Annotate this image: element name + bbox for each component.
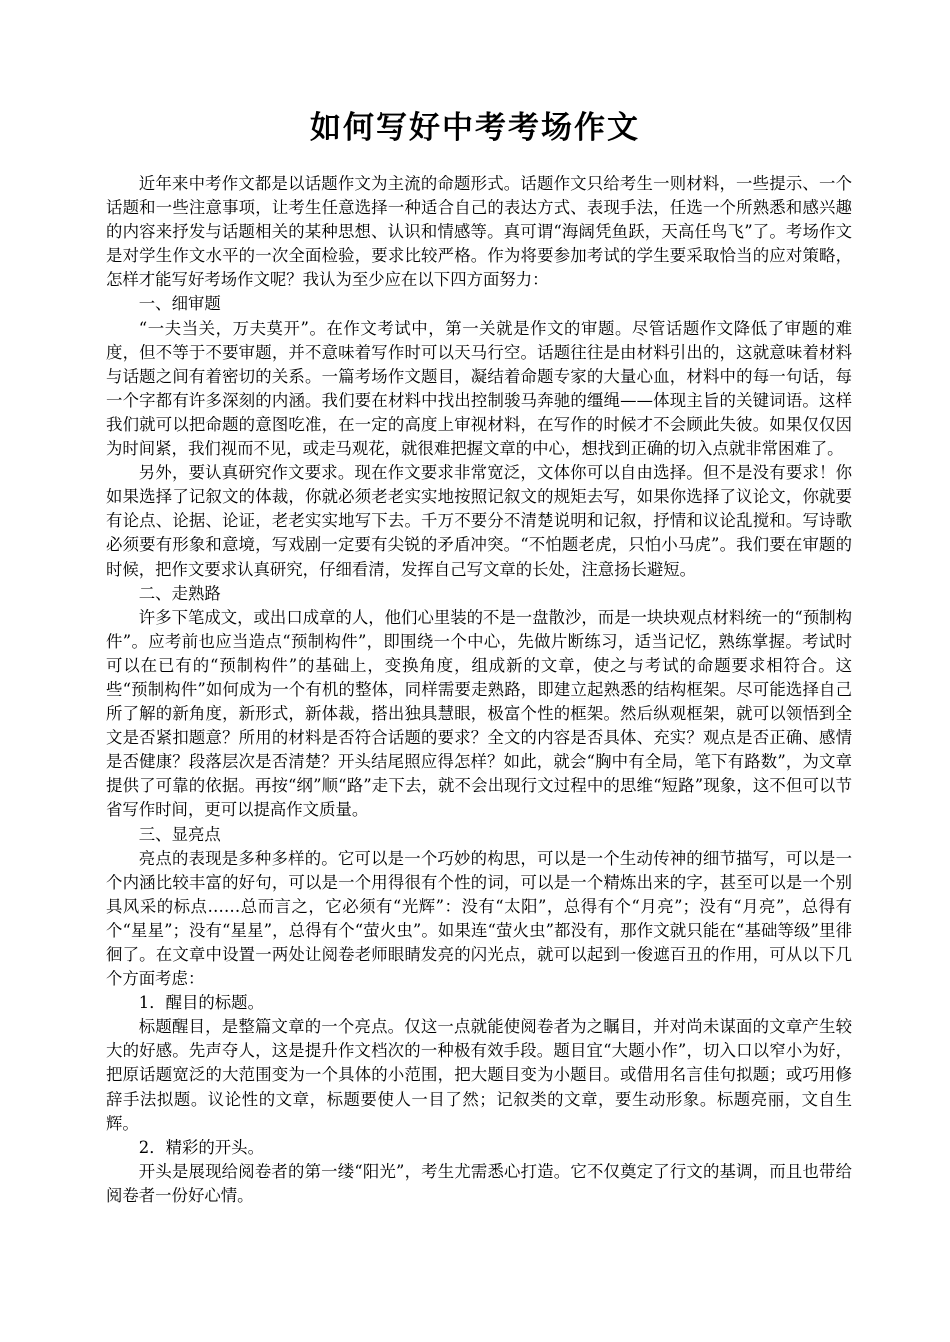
- body-paragraph: 许多下笔成文，或出口成章的人，他们心里装的不是一盘散沙，而是一块块观点材料统一的“预制构件”。应考前也应当造点“预制构件”，即围绕一个中心，先做片断练习，适当记忆，熟练掌握。考试时可以在已有的“预制构件”的基础上，变换角度，组成新的文章，使之与考试的命题要求相符合。这些“预制构件”如何成为一个有机的整体，同样需要走熟路，即建立起熟悉的结构框架。尽可能选择自己所了解的新角度，新形式，新体裁，搭出独具慧眼，极富个性的框架。然后纵观框架，就可以领悟到全文是否紧扣题意？所用的材料是否符合话题的要求？全文的内容是否具体、充实？观点是否正确、感情是否健康？段落层次是否清楚？开头结尾照应得怎样？如此，就会“胸中有全局，笔下有路数”，为文章提供了可靠的依据。再按“纲”顺“路”走下去，就不会出现行文过程中的思维“短路”现象，这不但可以节省写作时间，更可以提高作文质量。: [106, 607, 852, 820]
- body-paragraph: 开头是展现给阅卷者的第一缕“阳光”，考生尤需悉心打造。它不仅奠定了行文的基调，而且也带给阅卷者一份好心情。: [106, 1161, 852, 1205]
- body-paragraph: 标题醒目，是整篇文章的一个亮点。仅这一点就能使阅卷者为之瞩目，并对尚未谋面的文章产生较大的好感。先声夺人，这是提升作文档次的一种极有效手段。题目宜“大题小作”，切入口以窄小为好，把原话题宽泛的大范围变为一个具体的小范围，把大题目变为小题目。或借用名言佳句拟题；或巧用修辞手法拟题。议论性的文章，标题要使人一目了然；记叙类的文章，要生动形象。标题亮丽，文自生辉。: [106, 1017, 852, 1133]
- intro-paragraph: 近年来中考作文都是以话题作文为主流的命题形式。话题作文只给考生一则材料，一些提示、一个话题和一些注意事项，让考生任意选择一种适合自己的表达方式、表现手法，任选一个所熟悉和感兴趣的内容来抒发与话题相关的某种思想、认识和情感等。真可谓“海阔凭鱼跃，天高任鸟飞”了。考场作文是对学生作文水平的一次全面检验，要求比较严格。作为将要参加考试的学生要采取恰当的应对策略，怎样才能写好考场作文呢？我认为至少应在以下四方面努力：: [106, 174, 852, 290]
- body-paragraph: 亮点的表现是多种多样的。它可以是一个巧妙的构思，可以是一个生动传神的细节描写，可以是一个内涵比较丰富的好句，可以是一个用得很有个性的词，可以是一个精炼出来的字，甚至可以是一个别具风采的标点……总而言之，它必须有“光辉”：没有“太阳”，总得有个“月亮”；没有“月亮”，总得有个“星星”；没有“星星”，总得有个“萤火虫”。如果连“萤火虫”都没有，那作文就只能在“基础等级”里徘徊了。在文章中设置一两处让阅卷老师眼睛发亮的闪光点，就可以起到一俊遮百丑的作用，可从以下几个方面考虑：: [106, 848, 852, 989]
- subsection-heading-1: 1．醒目的标题。: [138, 993, 264, 1013]
- section-heading-2: 二、走熟路: [138, 583, 221, 603]
- subsection-heading-2: 2．精彩的开头。: [138, 1137, 264, 1157]
- section-heading-3: 三、显亮点: [138, 824, 221, 844]
- body-paragraph: “一夫当关，万夫莫开”。在作文考试中，第一关就是作文的审题。尽管话题作文降低了审题的难度，但不等于不要审题，并不意味着写作时可以天马行空。话题往往是由材料引出的，这就意味着材料与话题之间有着密切的关系。一篇考场作文题目，凝结着命题专家的大量心血，材料中的每一句话，每一个字都有许多深刻的内涵。我们要在材料中找出控制骏马奔驰的缰绳——体现主旨的关键词语。这样我们就可以把命题的意图吃准，在一定的高度上审视材料，在写作的时候才不会顾此失彼。如果仅仅因为时间紧，我们视而不见，或走马观花，就很难把握文章的中心，想找到正确的切入点就非常困难了。: [106, 318, 852, 459]
- body-paragraph: 另外，要认真研究作文要求。现在作文要求非常宽泛，文体你可以自由选择。但不是没有要求！你如果选择了记叙文的体裁，你就必须老老实实地按照记叙文的规矩去写，如果你选择了议论文，你就要有论点、论据、论证，老老实实地写下去。千万不要分不清楚说明和记叙，抒情和议论乱搅和。写诗歌必须要有形象和意境，写戏剧一定要有尖锐的矛盾冲突。“不怕题老虎，只怕小马虎”。我们要在审题的时候，把作文要求认真研究，仔细看清，发挥自己写文章的长处，注意扬长避短。: [106, 463, 852, 579]
- document-title: 如何写好中考考场作文: [310, 110, 640, 146]
- document-body: [106, 172, 852, 1208]
- section-heading-1: 一、细审题: [138, 294, 221, 314]
